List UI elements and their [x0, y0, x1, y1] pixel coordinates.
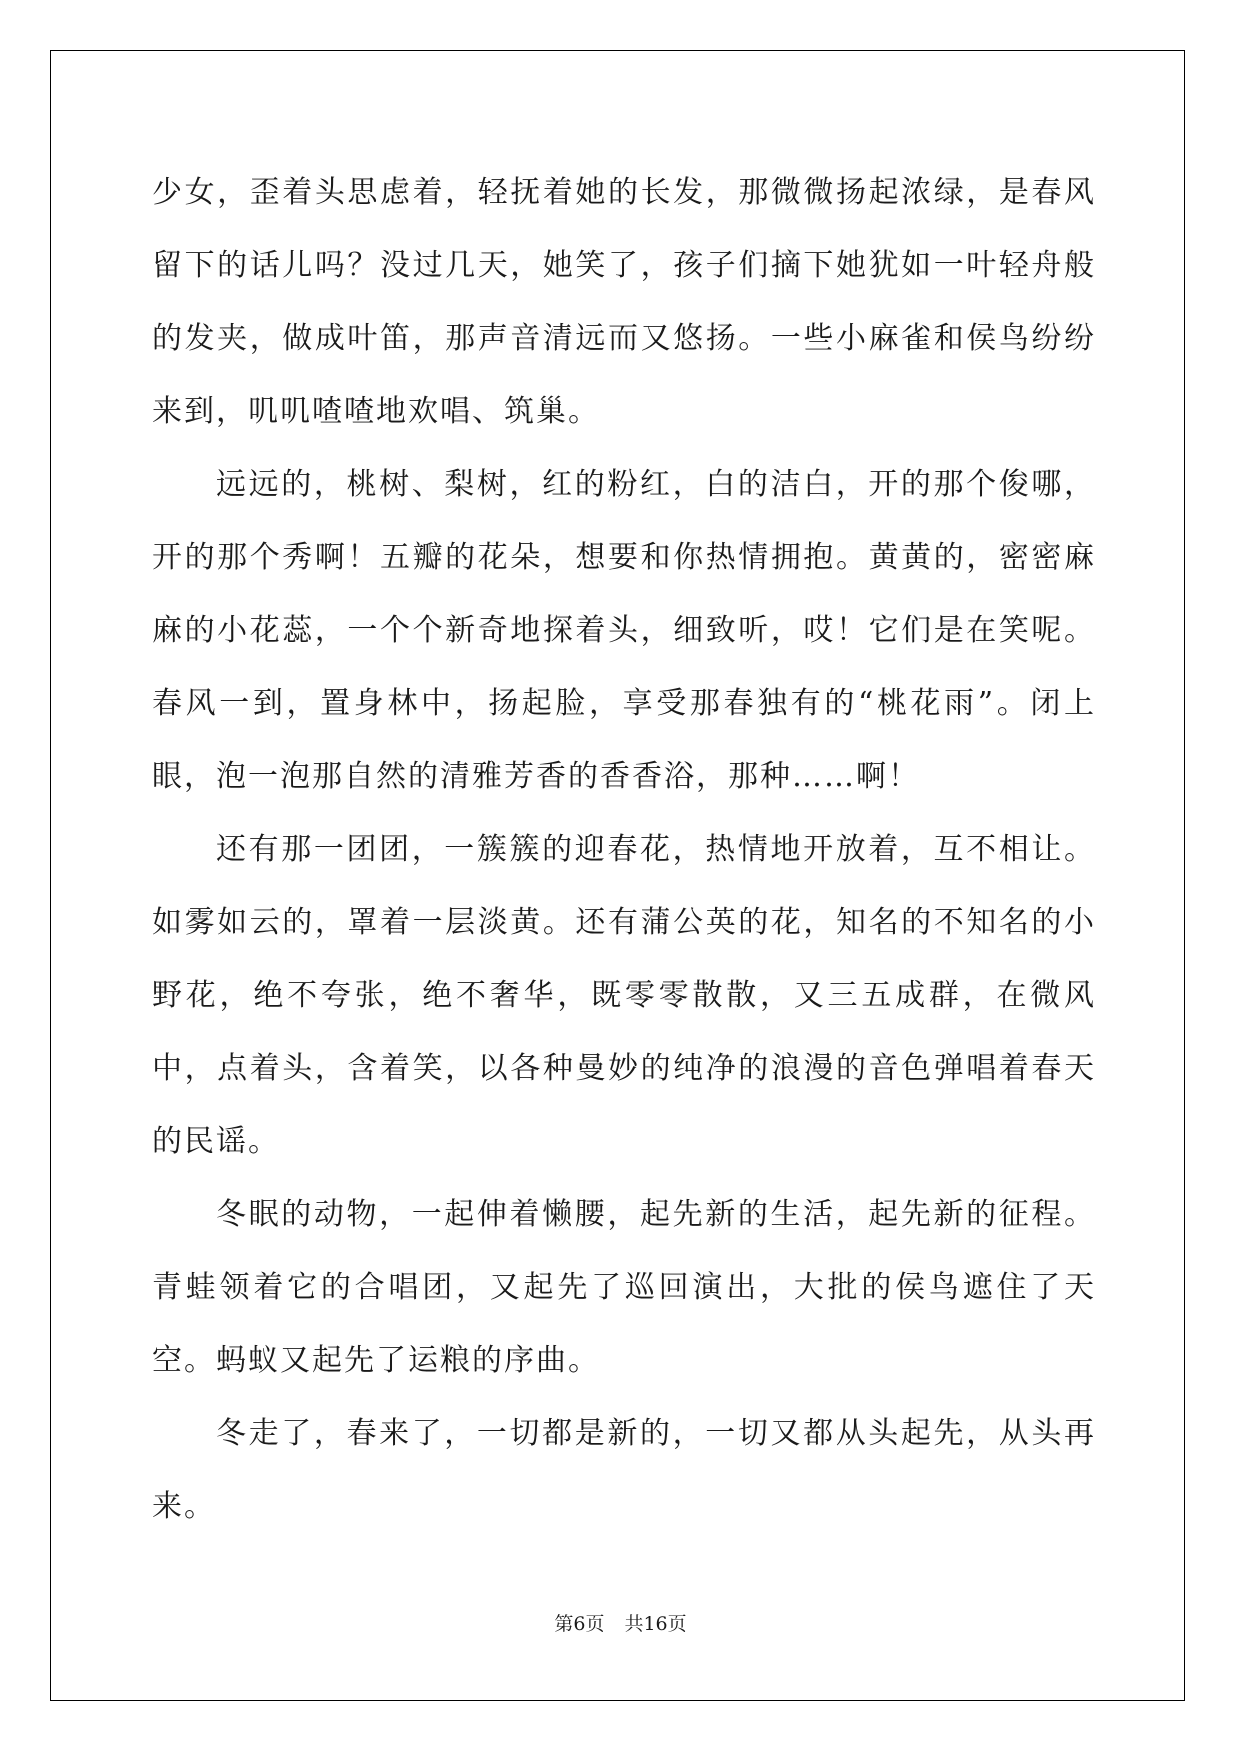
- paragraph: 远远的，桃树、梨树，红的粉红，白的洁白，开的那个俊哪，开的那个秀啊！五瓣的花朵，想要和你热情拥抱。黄黄的，密密麻麻的小花蕊，一个个新奇地探着头，细致听，哎！它们是在笑呢。春风一到，置身林中，扬起脸，享受那春独有的“桃花雨”。闭上眼，泡一泡那自然的清雅芳香的香香浴，那种……啊！: [152, 467, 1096, 794]
- page-total: 共16页: [624, 1613, 687, 1635]
- paragraph: 冬眠的动物，一起伸着懒腰，起先新的生活，起先新的征程。青蛙领着它的合唱团，又起先了巡回演出，大批的侯鸟遮住了天空。蚂蚁又起先了运粮的序曲。: [152, 1197, 1096, 1378]
- paragraph: 还有那一团团，一簇簇的迎春花，热情地开放着，互不相让。如雾如云的，罩着一层淡黄。还有蒲公英的花，知名的不知名的小野花，绝不夸张，绝不奢华，既零零散散，又三五成群，在微风中，点着头，含着笑，以各种曼妙的纯净的浪漫的音色弹唱着春天的民谣。: [152, 832, 1096, 1159]
- paragraph: 少女，歪着头思虑着，轻抚着她的长发，那微微扬起浓绿，是春风留下的话儿吗？没过几天，她笑了，孩子们摘下她犹如一叶轻舟般的发夹，做成叶笛，那声音清远而又悠扬。一些小麻雀和侯鸟纷纷来到，叽叽喳喳地欢唱、筑巢。: [152, 175, 1096, 429]
- page-number: 第6页: [554, 1613, 605, 1635]
- page-footer: [0, 1609, 1241, 1636]
- document-body: [152, 156, 1096, 1543]
- paragraph: 冬走了，春来了，一切都是新的，一切又都从头起先，从头再来。: [152, 1416, 1096, 1524]
